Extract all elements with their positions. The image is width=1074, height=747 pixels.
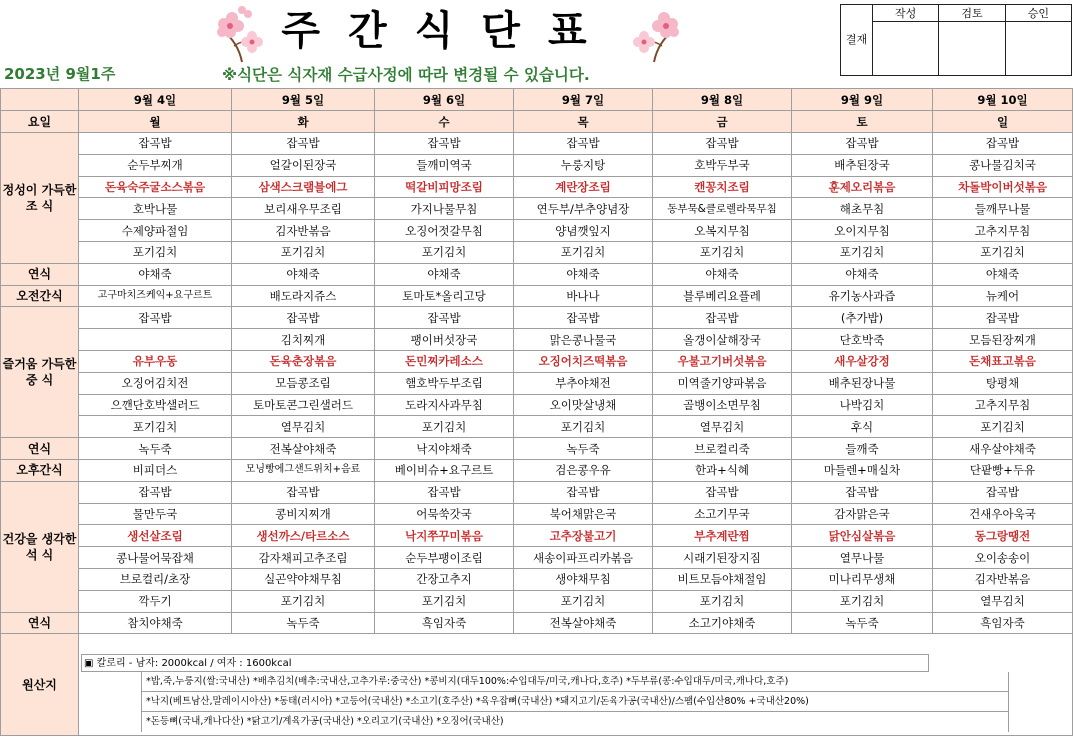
menu-item: 생야채무침: [514, 568, 653, 590]
menu-item: 단호박죽: [792, 329, 933, 351]
menu-item: 포기김치: [232, 241, 375, 263]
date-cell: 9월 5일: [232, 89, 375, 111]
menu-item: 후식: [792, 416, 933, 438]
day-cell: 월: [79, 111, 232, 133]
menu-item: 맑은콩나물국: [514, 329, 653, 351]
menu-item: 동그랑땡전: [933, 525, 1073, 547]
origin-label: 원산지: [1, 634, 79, 736]
porridge-item: 야채죽: [232, 263, 375, 285]
breakfast-row: [1, 176, 1073, 198]
porridge-item: 녹두죽: [232, 612, 375, 634]
menu-item: 해초무침: [792, 198, 933, 220]
menu-item: 돈육춘장볶음: [232, 350, 375, 372]
menu-item: 깍두기: [79, 590, 232, 612]
menu-item: 호박두부국: [653, 154, 792, 176]
porridge-item: 녹두죽: [514, 438, 653, 460]
signature-cell[interactable]: [1005, 22, 1071, 76]
menu-item: 토마토콘그린샐러드: [232, 394, 375, 416]
approval-label: 결재: [841, 5, 873, 76]
porridge-item: 녹두죽: [792, 612, 933, 634]
porridge-label: 연식: [1, 612, 79, 634]
day-cell: 일: [933, 111, 1073, 133]
breakfast-row: [1, 133, 1073, 155]
menu-item: 배추된장나물: [792, 372, 933, 394]
porridge-item: 전복살야채죽: [232, 438, 375, 460]
porridge-item: 야채죽: [653, 263, 792, 285]
menu-item: 모듬된장찌개: [933, 329, 1073, 351]
date-cell: 9월 4일: [79, 89, 232, 111]
origin-cell: [79, 634, 1073, 736]
menu-item: 누룽지탕: [514, 154, 653, 176]
menu-item: 잡곡밥: [933, 133, 1073, 155]
snack-am-label: 오전간식: [1, 285, 79, 307]
menu-item: 유부우동: [79, 350, 232, 372]
menu-item: 오이맛살냉채: [514, 394, 653, 416]
page-title: 주간식단표: [281, 8, 615, 54]
menu-item: 잡곡밥: [653, 307, 792, 329]
menu-item: 새송이파프리카볶음: [514, 547, 653, 569]
menu-item: 북어채맑은국: [514, 503, 653, 525]
porridge-item: 소고기야채죽: [653, 612, 792, 634]
approval-col-review: 검토: [939, 5, 1005, 22]
lunch-row: [1, 350, 1073, 372]
menu-item: 배추된장국: [792, 154, 933, 176]
menu-item: 잡곡밥: [79, 481, 232, 503]
menu-item: 계란장조림: [514, 176, 653, 198]
snack-item: 베이비슈+요구르트: [375, 459, 514, 481]
day-cell: 토: [792, 111, 933, 133]
date-cell: 9월 8일: [653, 89, 792, 111]
menu-item: 훈제오리볶음: [792, 176, 933, 198]
menu-item: 잡곡밥: [792, 481, 933, 503]
date-cell: 9월 6일: [375, 89, 514, 111]
day-cell: 금: [653, 111, 792, 133]
snack-item: 토마토*올리고당: [375, 285, 514, 307]
breakfast-row: [1, 241, 1073, 263]
menu-item: 포기김치: [79, 416, 232, 438]
menu-item: 부추계란찜: [653, 525, 792, 547]
menu-item: 도라지사과무침: [375, 394, 514, 416]
menu-item: 오이송송이: [933, 547, 1073, 569]
menu-item: 비트모듬야채절임: [653, 568, 792, 590]
menu-item: 잡곡밥: [375, 481, 514, 503]
approval-col-approve: 승인: [1005, 5, 1071, 22]
menu-item: 열무김치: [653, 416, 792, 438]
approval-box: [840, 4, 1072, 76]
menu-item: 잡곡밥: [653, 481, 792, 503]
lunch-row: [1, 372, 1073, 394]
menu-item: 오복지무침: [653, 220, 792, 242]
menu-item: 순두부찌개: [79, 154, 232, 176]
date-cell: 9월 9일: [792, 89, 933, 111]
menu-item: 김자반볶음: [933, 568, 1073, 590]
menu-item: 잡곡밥: [514, 481, 653, 503]
weekly-menu-table: [0, 88, 1073, 736]
menu-item: 포기김치: [653, 590, 792, 612]
menu-item: 우불고기버섯볶음: [653, 350, 792, 372]
dinner-row: [1, 503, 1073, 525]
dinner-row: [1, 568, 1073, 590]
lunch-row: [1, 329, 1073, 351]
day-row: [1, 111, 1073, 133]
porridge-item: 낙지야채죽: [375, 438, 514, 460]
menu-item: 가지나물무침: [375, 198, 514, 220]
signature-cell[interactable]: [873, 22, 939, 76]
porridge-item: 흑임자죽: [933, 612, 1073, 634]
menu-item: 나박김치: [792, 394, 933, 416]
menu-item: 포기김치: [514, 241, 653, 263]
dinner-row: [1, 481, 1073, 503]
menu-item: 생선살조림: [79, 525, 232, 547]
menu-item: (추가밥): [792, 307, 933, 329]
menu-item: 포기김치: [933, 416, 1073, 438]
porridge-item: 녹두죽: [79, 438, 232, 460]
menu-item: 열무나물: [792, 547, 933, 569]
menu-item: 포기김치: [514, 590, 653, 612]
snack-item: 비피더스: [79, 459, 232, 481]
lunch-row: [1, 416, 1073, 438]
menu-item: 포기김치: [79, 241, 232, 263]
porridge-item-row: [1, 612, 1073, 634]
snack-item: 배도라지쥬스: [232, 285, 375, 307]
porridge-item: 들깨죽: [792, 438, 933, 460]
snack-item: 뉴케어: [933, 285, 1073, 307]
porridge-item: 흑임자죽: [375, 612, 514, 634]
porridge-item-row: [1, 263, 1073, 285]
menu-item: 콩나물어묵잡채: [79, 547, 232, 569]
breakfast-label: 정성이 가득한 조 식: [1, 133, 79, 264]
menu-item: 잡곡밥: [232, 133, 375, 155]
menu-item: 포기김치: [375, 590, 514, 612]
menu-item: 돈민찌카레소스: [375, 350, 514, 372]
snack-item: 마들렌+매실차: [792, 459, 933, 481]
menu-item: 순두부팽이조림: [375, 547, 514, 569]
day-cell: 화: [232, 111, 375, 133]
menu-item: 물만두국: [79, 503, 232, 525]
menu-item: 브로컬리/초장: [79, 568, 232, 590]
menu-item: 어묵쑥갓국: [375, 503, 514, 525]
menu-item: 잡곡밥: [375, 133, 514, 155]
snack-item: 한과+식혜: [653, 459, 792, 481]
cherry-blossom-icon: [628, 2, 684, 64]
snack-item: 블루베리요플레: [653, 285, 792, 307]
porridge-item: 야채죽: [792, 263, 933, 285]
day-cell: 목: [514, 111, 653, 133]
date-cell: 9월 10일: [933, 89, 1073, 111]
menu-item: 잡곡밥: [933, 481, 1073, 503]
snack-item-row: [1, 285, 1073, 307]
menu-item: 잡곡밥: [792, 133, 933, 155]
menu-item: 골뱅이소면무침: [653, 394, 792, 416]
menu-item: 오징어치즈떡볶음: [514, 350, 653, 372]
origin-box: [79, 634, 1072, 735]
menu-item: 포기김치: [514, 416, 653, 438]
menu-item: 삼색스크램블에그: [232, 176, 375, 198]
menu-item: 간장고추지: [375, 568, 514, 590]
menu-item: 잡곡밥: [79, 133, 232, 155]
menu-item: 돈육숙주굴소스볶음: [79, 176, 232, 198]
snack-item-row: [1, 459, 1073, 481]
menu-item: 부추야채전: [514, 372, 653, 394]
menu-item: 팽이버섯장국: [375, 329, 514, 351]
menu-item: 닭안심살볶음: [792, 525, 933, 547]
notice-text: ※식단은 식자재 수급사정에 따라 변경될 수 있습니다.: [222, 66, 590, 84]
menu-item: 낙지쭈꾸미볶음: [375, 525, 514, 547]
menu-item: 생선까스/타르소스: [232, 525, 375, 547]
menu-item: 양념깻잎지: [514, 220, 653, 242]
date-cell: 9월 7일: [514, 89, 653, 111]
porridge-item: 브로컬리죽: [653, 438, 792, 460]
dinner-row: [1, 590, 1073, 612]
snack-item: 유기농사과즙: [792, 285, 933, 307]
menu-item: 떡갈비피망조림: [375, 176, 514, 198]
porridge-item: 참치야채죽: [79, 612, 232, 634]
dinner-row: [1, 547, 1073, 569]
menu-item: 고추지무침: [933, 394, 1073, 416]
menu-item: [79, 329, 232, 351]
origin-row: [1, 634, 1073, 736]
menu-item: 올갱이살해장국: [653, 329, 792, 351]
porridge-item: 새우살야채죽: [933, 438, 1073, 460]
menu-item: 들깨무나물: [933, 198, 1073, 220]
calorie-text: ▣ 칼로리 - 남자: 2000kcal / 여자 : 1600kcal: [81, 654, 929, 672]
porridge-item: 야채죽: [375, 263, 514, 285]
menu-item: 김치찌개: [232, 329, 375, 351]
breakfast-row: [1, 198, 1073, 220]
origin-line: *밥,죽,누룽지(쌀:국내산) *배추김치(배추:국내산,고추가루:중국산) *콩비지(대두100%:수입대두/미국,캐나다,호주) *두부류(콩:수입대두/미국,캐나다,호주): [141, 672, 1009, 692]
header: [0, 0, 1074, 88]
corner-cell: [1, 89, 79, 111]
dinner-label: 건강을 생각한 석 식: [1, 481, 79, 612]
lunch-row: [1, 307, 1073, 329]
menu-item: 잡곡밥: [514, 307, 653, 329]
cherry-blossom-icon: [212, 2, 268, 64]
menu-item: 연두부/부추양념장: [514, 198, 653, 220]
week-label: 2023년 9월1주: [4, 65, 116, 83]
menu-item: 포기김치: [375, 416, 514, 438]
menu-item: 열무김치: [232, 416, 375, 438]
menu-item: 들깨미역국: [375, 154, 514, 176]
menu-item: 김자반볶음: [232, 220, 375, 242]
snack-item: 검은콩우유: [514, 459, 653, 481]
snack-item: 단팥빵+두유: [933, 459, 1073, 481]
date-row: [1, 89, 1073, 111]
menu-item: 포기김치: [653, 241, 792, 263]
snack-item: 모닝빵에그샌드위치+음료: [232, 459, 375, 481]
lunch-row: [1, 394, 1073, 416]
lunch-label: 즐거움 가득한 중 식: [1, 307, 79, 438]
menu-item: 캔꽁치조림: [653, 176, 792, 198]
menu-item: 잡곡밥: [232, 307, 375, 329]
menu-item: 모듬콩조림: [232, 372, 375, 394]
menu-item: 시래기된장지짐: [653, 547, 792, 569]
menu-item: 미역줄기양파볶음: [653, 372, 792, 394]
menu-item: 으깬단호박샐러드: [79, 394, 232, 416]
day-label: 요일: [1, 111, 79, 133]
breakfast-row: [1, 154, 1073, 176]
menu-item: 감자맑은국: [792, 503, 933, 525]
porridge-label: 연식: [1, 263, 79, 285]
breakfast-row: [1, 220, 1073, 242]
menu-item: 보리새우무조림: [232, 198, 375, 220]
dinner-row: [1, 525, 1073, 547]
menu-item: 건새우아욱국: [933, 503, 1073, 525]
porridge-label: 연식: [1, 438, 79, 460]
origin-line: *돈등뼈(국내,캐나다산) *닭고기/계육가공(국내산) *오리고기(국내산) *오징어(국내산): [141, 712, 1009, 732]
menu-item: 차돌박이버섯볶음: [933, 176, 1073, 198]
menu-item: 얼갈이된장국: [232, 154, 375, 176]
menu-item: 동부묵&클로렐라묵무침: [653, 198, 792, 220]
signature-cell[interactable]: [939, 22, 1005, 76]
menu-item: 미나리무생채: [792, 568, 933, 590]
porridge-item-row: [1, 438, 1073, 460]
menu-item: 포기김치: [375, 241, 514, 263]
menu-item: 잡곡밥: [514, 133, 653, 155]
menu-item: 콩나물김치국: [933, 154, 1073, 176]
menu-item: 잡곡밥: [375, 307, 514, 329]
porridge-item: 야채죽: [514, 263, 653, 285]
porridge-item: 야채죽: [933, 263, 1073, 285]
day-cell: 수: [375, 111, 514, 133]
menu-item: 잡곡밥: [79, 307, 232, 329]
menu-item: 잡곡밥: [232, 481, 375, 503]
menu-item: 햄호박두부조림: [375, 372, 514, 394]
menu-item: 오징어젓갈무침: [375, 220, 514, 242]
menu-item: 포기김치: [933, 241, 1073, 263]
menu-item: 감자채피고추조림: [232, 547, 375, 569]
snack-item: 고구마치즈케익+요구르트: [79, 285, 232, 307]
menu-item: 오이지무침: [792, 220, 933, 242]
menu-item: 호박나물: [79, 198, 232, 220]
menu-item: 잡곡밥: [653, 133, 792, 155]
menu-item: 소고기무국: [653, 503, 792, 525]
menu-item: 수제양파절임: [79, 220, 232, 242]
menu-item: 실곤약야채무침: [232, 568, 375, 590]
menu-item: 포기김치: [232, 590, 375, 612]
menu-item: 포기김치: [792, 241, 933, 263]
snack-pm-label: 오후간식: [1, 459, 79, 481]
menu-item: 고추장불고기: [514, 525, 653, 547]
menu-item: 새우살강정: [792, 350, 933, 372]
approval-col-write: 작성: [873, 5, 939, 22]
menu-item: 탕평채: [933, 372, 1073, 394]
menu-item: 돈채표고볶음: [933, 350, 1073, 372]
menu-item: 잡곡밥: [933, 307, 1073, 329]
menu-item: 열무김치: [933, 590, 1073, 612]
porridge-item: 전복살야채죽: [514, 612, 653, 634]
origin-line: *낙지(베트남산,말레이시아산) *동태(러시아) *고등어(국내산) *소고기(호주산) *육우잡뼈(국내산) *돼지고기/돈육가공(국내산)/스팸(수입산80% +국내산20%): [141, 692, 1009, 712]
menu-item: 콩비지찌개: [232, 503, 375, 525]
menu-item: 고추지무침: [933, 220, 1073, 242]
snack-item: 바나나: [514, 285, 653, 307]
menu-item: 오징어김치전: [79, 372, 232, 394]
menu-item: 포기김치: [792, 590, 933, 612]
porridge-item: 야채죽: [79, 263, 232, 285]
